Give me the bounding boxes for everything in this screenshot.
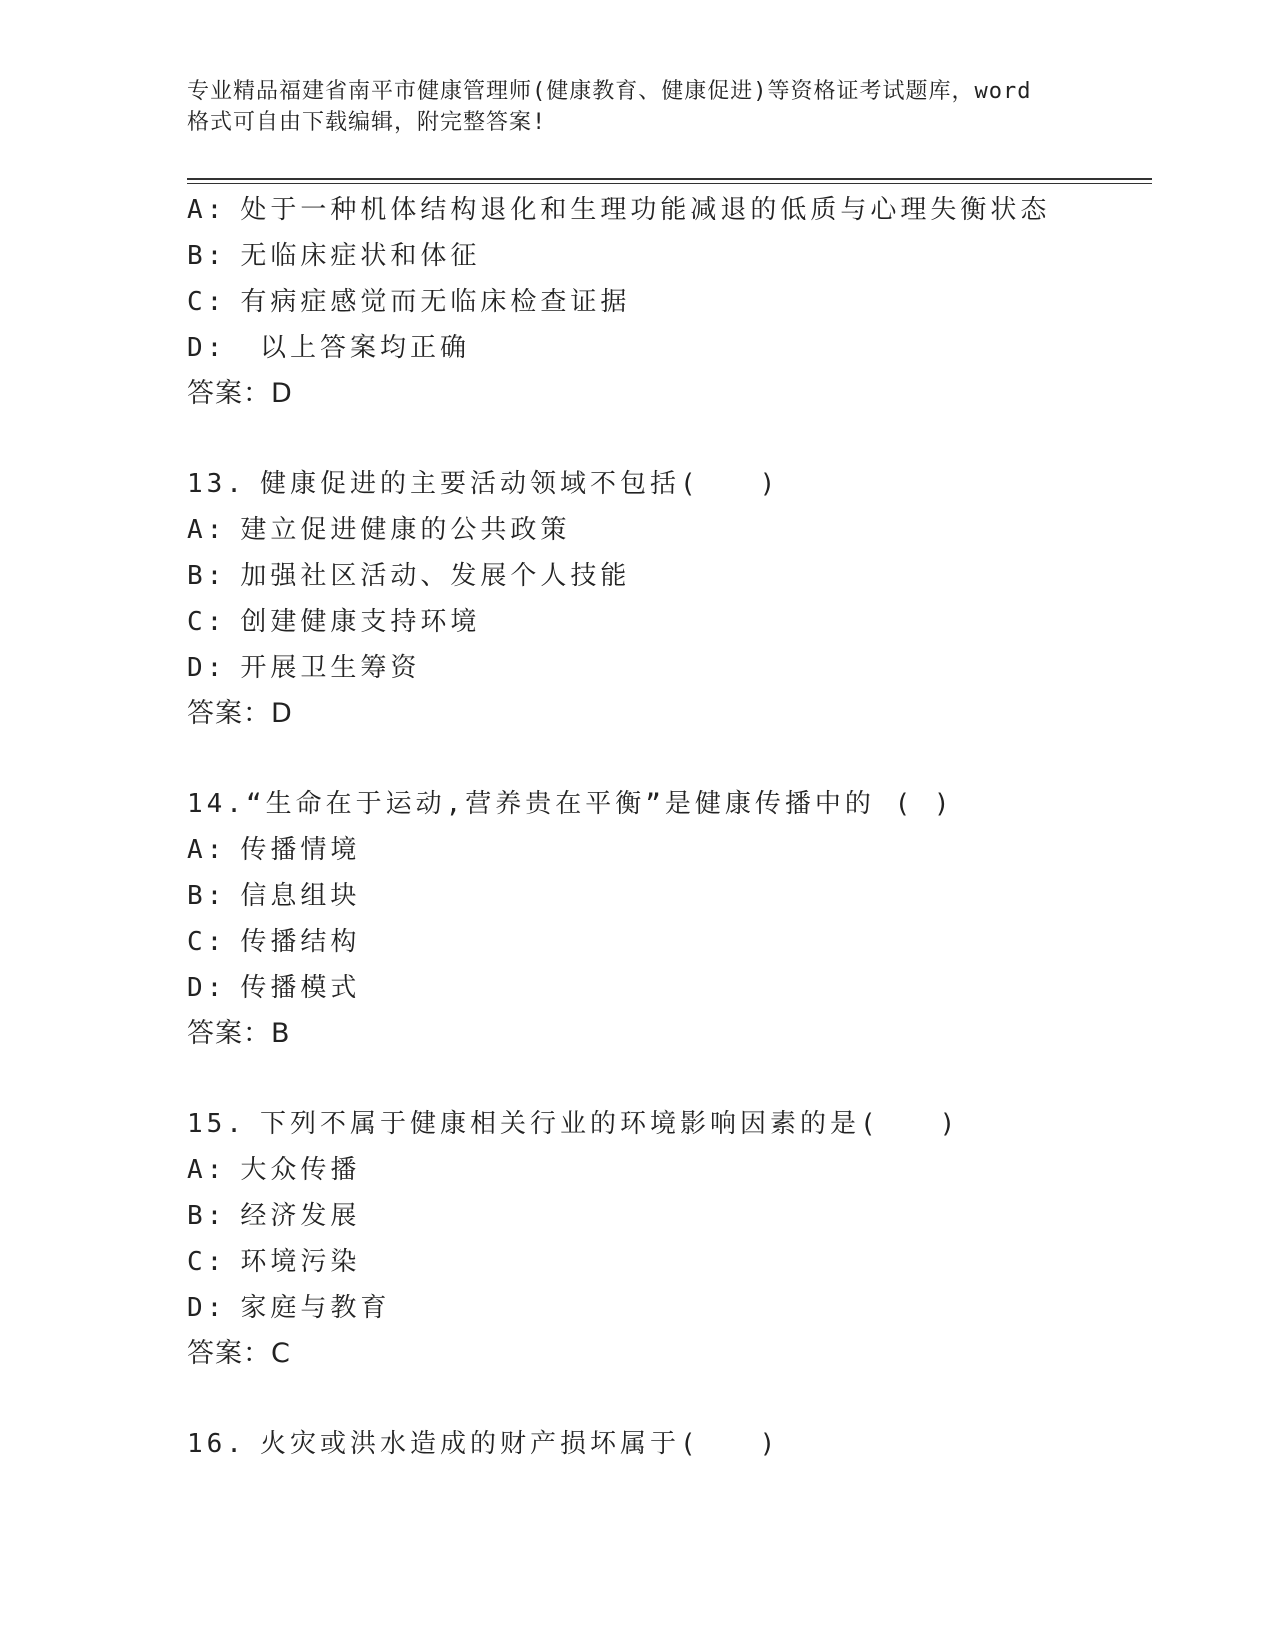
option-text: 大众传播 <box>240 1155 361 1185</box>
document-header <box>187 76 1087 138</box>
option-letter: B: <box>187 881 227 911</box>
option-letter: D: <box>187 333 227 363</box>
answer-line: 答案：C <box>187 1338 291 1369</box>
option-d <box>187 1285 1152 1331</box>
spacer <box>187 1377 1152 1421</box>
option-text: 建立促进健康的公共政策 <box>240 515 571 545</box>
option-a <box>187 187 1152 233</box>
option-letter: B: <box>187 561 227 591</box>
option-letter: B: <box>187 241 227 271</box>
option-text: 有病症感觉而无临床检查证据 <box>240 287 631 317</box>
question-block-16 <box>187 1421 1152 1467</box>
option-letter: D: <box>187 973 227 1003</box>
option-letter: A: <box>187 1155 227 1185</box>
question-block-14 <box>187 781 1152 1057</box>
option-c <box>187 919 1152 965</box>
option-text: 无临床症状和体征 <box>240 241 481 271</box>
question-number: 16. <box>187 1429 246 1459</box>
question-number: 13. <box>187 469 246 499</box>
option-c <box>187 1239 1152 1285</box>
option-letter: A: <box>187 835 227 865</box>
option-letter: C: <box>187 287 227 317</box>
question-block-13 <box>187 461 1152 737</box>
option-d <box>187 325 1152 371</box>
question-stem <box>187 1101 1152 1147</box>
question-text: “生命在于运动,营养贵在平衡”是健康传播中的 ( ) <box>245 789 954 819</box>
question-block-15 <box>187 1101 1152 1377</box>
option-a <box>187 507 1152 553</box>
option-text: 传播情境 <box>240 835 361 865</box>
option-letter: B: <box>187 1201 227 1231</box>
question-text: 健康促进的主要活动领域不包括( ) <box>259 469 780 499</box>
header-line-1: 专业精品福建省南平市健康管理师(健康教育、健康促进)等资格证考试题库，word <box>187 79 1032 104</box>
option-b <box>187 233 1152 279</box>
option-letter: C: <box>187 927 227 957</box>
header-divider <box>187 178 1152 184</box>
question-stem <box>187 781 1152 827</box>
option-letter: A: <box>187 195 227 225</box>
option-text: 家庭与教育 <box>240 1293 391 1323</box>
question-list <box>187 187 1152 1467</box>
question-number: 15. <box>187 1109 246 1139</box>
option-text: 以上答案均正确 <box>240 333 470 363</box>
question-text: 火灾或洪水造成的财产损坏属于( ) <box>259 1429 780 1459</box>
option-a <box>187 827 1152 873</box>
question-stem <box>187 1421 1152 1467</box>
option-b <box>187 1193 1152 1239</box>
option-d <box>187 965 1152 1011</box>
option-c <box>187 599 1152 645</box>
option-text: 传播模式 <box>240 973 361 1003</box>
option-c <box>187 279 1152 325</box>
option-letter: C: <box>187 607 227 637</box>
option-b <box>187 873 1152 919</box>
option-letter: D: <box>187 1293 227 1323</box>
answer-line: 答案：D <box>187 698 293 729</box>
option-b <box>187 553 1152 599</box>
spacer <box>187 1057 1152 1101</box>
question-block-12 <box>187 187 1152 417</box>
question-text: 下列不属于健康相关行业的环境影响因素的是( ) <box>259 1109 960 1139</box>
option-letter: D: <box>187 653 227 683</box>
spacer <box>187 737 1152 781</box>
question-stem <box>187 461 1152 507</box>
spacer <box>187 417 1152 461</box>
option-d <box>187 645 1152 691</box>
option-text: 开展卫生筹资 <box>240 653 421 683</box>
option-text: 经济发展 <box>240 1201 361 1231</box>
option-text: 信息组块 <box>240 881 361 911</box>
answer-line: 答案：B <box>187 1018 291 1049</box>
option-letter: C: <box>187 1247 227 1277</box>
answer-line: 答案：D <box>187 378 293 409</box>
question-number: 14. <box>187 789 246 819</box>
option-a <box>187 1147 1152 1193</box>
option-text: 处于一种机体结构退化和生理功能减退的低质与心理失衡状态 <box>240 195 1051 225</box>
header-line-2: 格式可自由下载编辑，附完整答案! <box>187 110 547 135</box>
option-text: 传播结构 <box>240 927 361 957</box>
option-text: 环境污染 <box>240 1247 361 1277</box>
option-text: 创建健康支持环境 <box>240 607 481 637</box>
option-text: 加强社区活动、发展个人技能 <box>240 561 631 591</box>
option-letter: A: <box>187 515 227 545</box>
